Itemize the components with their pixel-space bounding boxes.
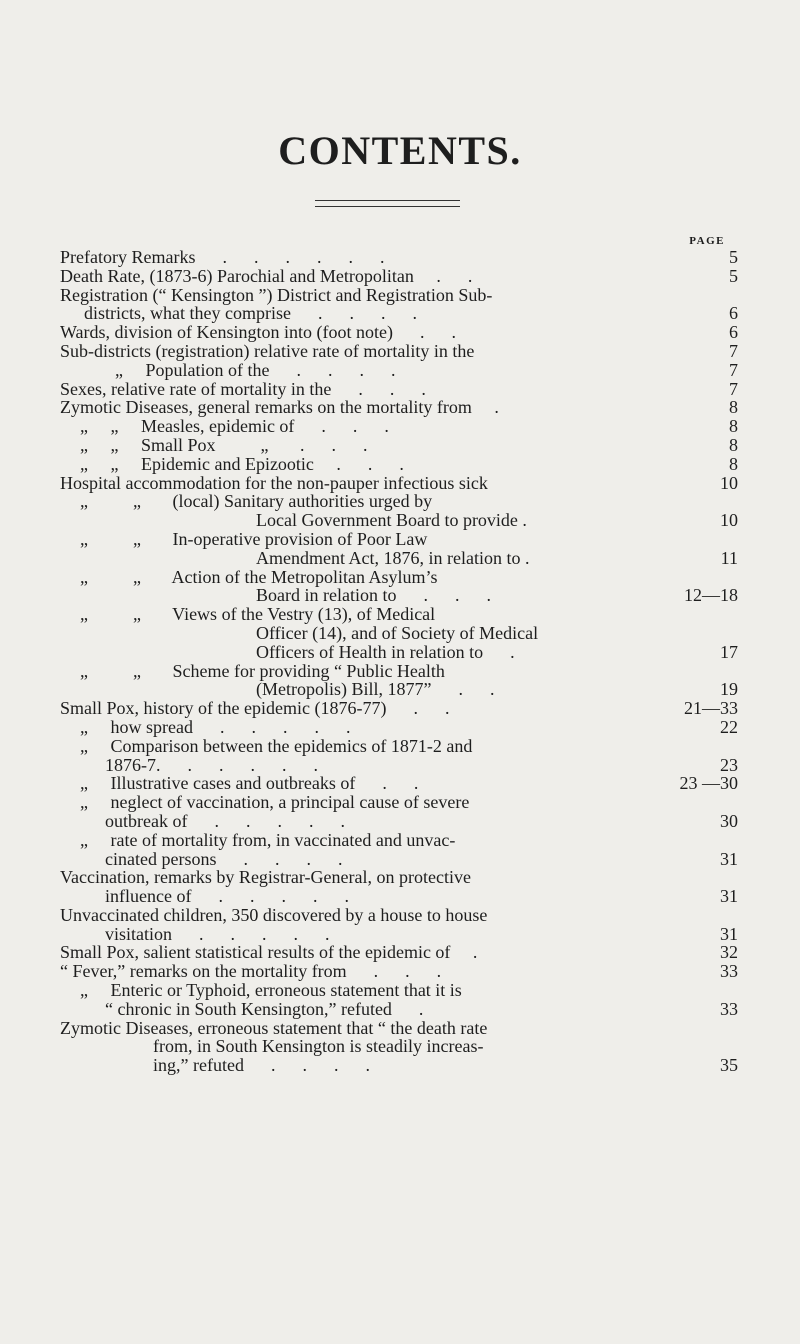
entry-text <box>60 906 670 944</box>
contents-entry <box>60 248 740 267</box>
entry-line: Zymotic Diseases, erroneous statement that “ the death rate <box>60 1017 488 1038</box>
entry-line: „ how spread . . . . . <box>80 716 351 737</box>
page-column-header: PAGE <box>689 235 725 247</box>
entry-line: visitation . . . . . <box>105 923 330 944</box>
entry-page-number: 6 <box>729 303 738 324</box>
entry-text <box>60 436 670 455</box>
contents-entry <box>60 492 740 530</box>
entry-text <box>60 943 670 962</box>
entry-text <box>60 530 670 568</box>
entry-line: “ chronic in South Kensington,” refuted . <box>105 998 424 1019</box>
contents-entry <box>60 1019 740 1075</box>
contents-entry <box>60 474 740 493</box>
entry-line: Vaccination, remarks by Registrar-General, on protective <box>60 867 471 888</box>
entry-page-number: 7 <box>729 340 738 361</box>
entry-line: Board in relation to . . . <box>256 585 491 606</box>
entry-line: Small Pox, salient statistical results of the epidemic of . <box>60 942 478 963</box>
entry-page-number: 33 <box>720 961 738 982</box>
entry-line: „ „ Scheme for providing “ Public Health <box>80 660 445 681</box>
contents-entry <box>60 737 740 775</box>
entry-page-number: 8 <box>729 453 738 474</box>
entry-text <box>60 981 670 1019</box>
contents-entry <box>60 981 740 1019</box>
entry-page-number: 23 <box>720 754 738 775</box>
entry-line: „ „ (local) Sanitary authorities urged by <box>80 491 433 512</box>
entry-page-number: 6 <box>729 322 738 343</box>
entry-text <box>60 342 670 361</box>
entry-line: ing,” refuted . . . . <box>153 1055 370 1076</box>
entry-line: Sexes, relative rate of mortality in the . . . <box>60 378 426 399</box>
entry-line: districts, what they comprise . . . . <box>84 303 417 324</box>
entry-page-number: 21—33 <box>684 698 738 719</box>
entry-text <box>60 662 670 700</box>
entry-text <box>60 962 670 981</box>
contents-entry <box>60 793 740 831</box>
entry-page-number: 35 <box>720 1055 738 1076</box>
page-title: CONTENTS. <box>278 128 522 173</box>
contents-entry <box>60 699 740 718</box>
entry-text <box>60 455 670 474</box>
contents-entry <box>60 605 740 661</box>
entry-page-number: 23 —30 <box>679 773 738 794</box>
entry-text <box>60 718 670 737</box>
entry-line: 1876-7. . . . . . <box>105 754 318 775</box>
contents-entry <box>60 962 740 981</box>
entry-page-number: 11 <box>720 547 738 568</box>
entry-line: „ neglect of vaccination, a principal cause of severe <box>80 792 470 813</box>
contents-entry <box>60 568 740 606</box>
entry-line: „ „ Measles, epidemic of . . . <box>80 416 389 437</box>
entry-text <box>60 605 670 661</box>
entry-text <box>60 737 670 775</box>
entry-line: Prefatory Remarks . . . . . . <box>60 247 385 267</box>
contents-entry <box>60 455 740 474</box>
entry-text <box>60 699 670 718</box>
entry-text <box>60 323 670 342</box>
entry-page-number: 5 <box>729 247 738 267</box>
contents-entry <box>60 662 740 700</box>
entry-page-number: 17 <box>720 641 738 662</box>
entry-line: Registration (“ Kensington ”) District and Registration Sub- <box>60 284 493 305</box>
contents-entry <box>60 417 740 436</box>
entry-line: influence of . . . . . <box>105 886 349 907</box>
entry-text <box>60 361 670 380</box>
entry-line: Small Pox, history of the epidemic (1876-77) . . <box>60 698 450 719</box>
entry-line: Wards, division of Kensington into (foot note) . . <box>60 322 457 343</box>
entry-line: Unvaccinated children, 350 discovered by a house to house <box>60 904 488 925</box>
contents-entry <box>60 436 740 455</box>
entry-page-number: 32 <box>720 942 738 963</box>
entry-text <box>60 248 670 267</box>
contents-entry <box>60 906 740 944</box>
entry-page-number: 7 <box>729 359 738 380</box>
entry-page-number: 10 <box>720 472 738 493</box>
entry-line: „ „ Views of the Vestry (13), of Medical <box>80 604 436 625</box>
entry-page-number: 12—18 <box>684 585 738 606</box>
contents-entry <box>60 267 740 286</box>
entry-page-number: 33 <box>720 998 738 1019</box>
entry-text <box>60 417 670 436</box>
entry-page-number: 31 <box>720 886 738 907</box>
contents-entry <box>60 361 740 380</box>
entry-line: „ Population of the . . . . <box>115 359 396 380</box>
entry-text <box>60 1019 670 1075</box>
entry-line: from, in South Kensington is steadily increas- <box>153 1036 484 1057</box>
contents-entry <box>60 286 740 324</box>
entry-page-number: 5 <box>729 265 738 286</box>
entry-page-number: 8 <box>729 416 738 437</box>
entry-line: „ „ Small Pox „ . . . <box>80 434 368 455</box>
entry-line: „ „ Epidemic and Epizootic . . . <box>80 453 404 474</box>
entry-line: Local Government Board to provide . <box>256 510 527 531</box>
contents-entry <box>60 530 740 568</box>
entry-line: (Metropolis) Bill, 1877” . . <box>256 679 495 700</box>
entry-line: Death Rate, (1873-6) Parochial and Metropolitan . . <box>60 265 473 286</box>
entry-line: Zymotic Diseases, general remarks on the mortality from . <box>60 397 499 418</box>
entry-line: „ „ Action of the Metropolitan Asylum’s <box>80 566 438 587</box>
contents-entry <box>60 398 740 417</box>
entry-page-number: 30 <box>720 810 738 831</box>
entry-line: outbreak of . . . . . <box>105 810 345 831</box>
contents-entry <box>60 831 740 869</box>
entry-line: „ Enteric or Typhoid, erroneous statement that it is <box>80 980 462 1001</box>
contents-entry <box>60 774 740 793</box>
contents-entry <box>60 380 740 399</box>
contents-entry <box>60 342 740 361</box>
entry-page-number: 31 <box>720 923 738 944</box>
contents-entry <box>60 868 740 906</box>
entry-page-number: 31 <box>720 848 738 869</box>
entry-line: „ Illustrative cases and outbreaks of . . <box>80 773 419 794</box>
entry-text <box>60 831 670 869</box>
entry-page-number: 22 <box>720 716 738 737</box>
entry-line: “ Fever,” remarks on the mortality from . . . <box>60 961 442 982</box>
contents-entry <box>60 718 740 737</box>
entry-line: Officer (14), and of Society of Medical <box>256 622 539 643</box>
contents-list <box>60 248 740 1075</box>
entry-text <box>60 286 670 324</box>
entry-page-number: 7 <box>729 378 738 399</box>
entry-line: „ rate of mortality from, in vaccinated and unvac- <box>80 829 456 850</box>
title-rule <box>315 200 460 207</box>
entry-line: Hospital accommodation for the non-pauper infectious sick <box>60 472 488 493</box>
entry-page-number: 8 <box>729 397 738 418</box>
entry-line: Sub-districts (registration) relative rate of mortality in the <box>60 340 475 361</box>
entry-line: „ Comparison between the epidemics of 1871-2 and <box>80 735 473 756</box>
entry-line: Officers of Health in relation to . <box>256 641 515 662</box>
entry-text <box>60 774 670 793</box>
entry-page-number: 10 <box>720 510 738 531</box>
contents-entry <box>60 323 740 342</box>
entry-text <box>60 568 670 606</box>
entry-line: „ „ In-operative provision of Poor Law <box>80 528 428 549</box>
entry-text <box>60 267 670 286</box>
entry-text <box>60 793 670 831</box>
contents-entry <box>60 943 740 962</box>
entry-page-number: 8 <box>729 434 738 455</box>
entry-line: cinated persons . . . . <box>105 848 343 869</box>
entry-text <box>60 474 670 493</box>
entry-page-number: 19 <box>720 679 738 700</box>
entry-text <box>60 380 670 399</box>
entry-line: Amendment Act, 1876, in relation to . <box>256 547 530 568</box>
entry-text <box>60 492 670 530</box>
entry-text <box>60 398 670 417</box>
entry-text <box>60 868 670 906</box>
